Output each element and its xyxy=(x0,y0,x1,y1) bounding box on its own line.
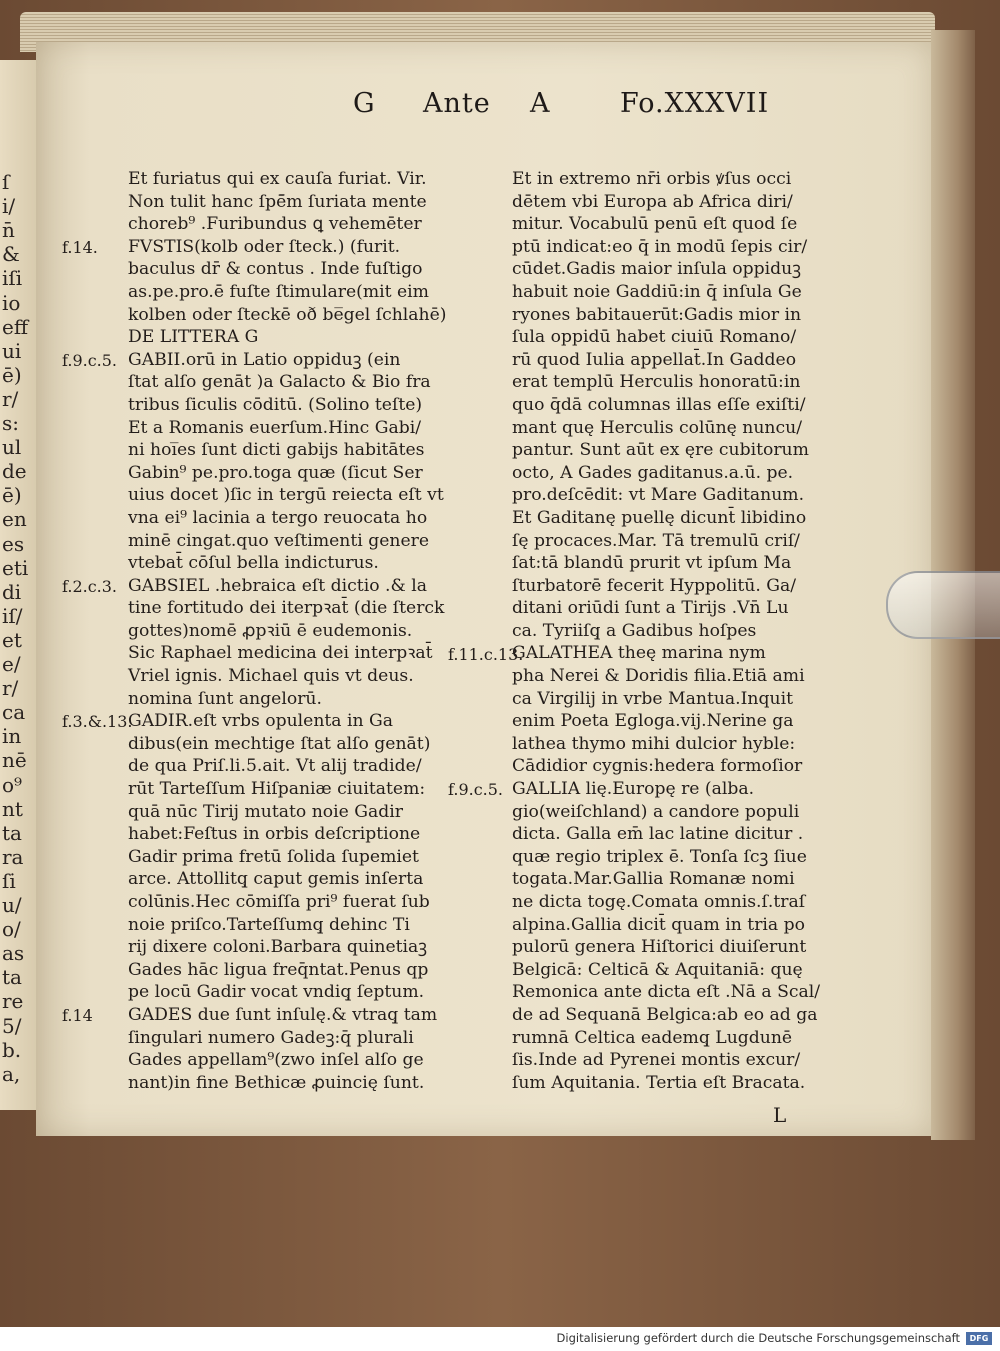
facing-page-text: o/ xyxy=(2,917,21,942)
facing-page-text: ē) xyxy=(2,362,22,387)
text-line: Sic Raphael medicina dei interpꝛat̄ xyxy=(128,643,433,664)
text-line: Gades hāc ligua freq̄ntat.Penus qp xyxy=(128,959,429,980)
text-line: rū quod Iulia appellat̄.In Gaddeo xyxy=(512,349,797,370)
footer-credit: Digitalisierung gefördert durch die Deutsche Forschungsgemeinschaft xyxy=(556,1331,960,1345)
text-line: tribus ſiculis cōditū. (Solino teſte) xyxy=(128,394,423,415)
text-line: pe locū Gadir vocat vndiq̧ ſeptum. xyxy=(128,982,425,1003)
text-line: ſis.Inde ad Pyrenei montis excur/ xyxy=(512,1050,801,1071)
footer-bar xyxy=(0,1327,1000,1351)
margin-note: f.14. xyxy=(62,237,98,257)
margin-note: f.9.c.5. xyxy=(62,350,118,370)
right-text-column xyxy=(512,168,820,1094)
text-line: GABII.orū in Latio oppiduꝫ (ein xyxy=(128,349,401,370)
facing-page-fragment xyxy=(0,60,36,1110)
text-line: Et Gaditanę puellę dicunt̄ libidino xyxy=(512,507,807,528)
text-line: de ad Sequanā Belgica:ab eo ad ga xyxy=(512,1004,818,1025)
text-line: baculus dr̄ & contus . Inde fuſtigo xyxy=(128,259,423,280)
text-line: Belgicā: Celticā & Aquitaniā: quę xyxy=(512,959,803,980)
text-line: GADIR.eſt vrbs opulenta in Ga xyxy=(128,711,394,732)
margin-note: f.9.c.5. xyxy=(448,780,504,800)
facing-page-text: di xyxy=(2,579,22,604)
facing-page-text: & xyxy=(2,242,20,267)
text-line: ſingulari numero Gadeꝫ:q̄ plurali xyxy=(128,1027,414,1048)
text-line: Gabin⁹ pe.pro.toga quæ (ſicut Ser xyxy=(128,462,423,483)
text-line: nomina ſunt angelorū. xyxy=(128,688,322,709)
text-line: quā nūc Tirij mutato noie Gadir xyxy=(128,801,403,822)
text-line: ca Virgilij in vrbe Mantua.Inquit xyxy=(512,688,793,709)
text-line: as.pe.pro.ē fuſte ſtimulare(mit eim xyxy=(128,281,429,302)
facing-page-text: r/ xyxy=(2,386,19,411)
text-line: Cādidior cygnis:hedera formoſior xyxy=(512,756,803,777)
text-line: quo q̄dā columnas illas eſſe exiſti/ xyxy=(512,394,806,415)
facing-page-text: es xyxy=(2,531,25,556)
text-line: GADES due ſunt inſulę.& vtraq̧ tam xyxy=(128,1004,438,1025)
facing-page-text: en xyxy=(2,507,27,532)
text-line: GALATHEA theę marina nym xyxy=(512,643,766,664)
text-line: GABSIEL .hebraica eſt dictio .& la xyxy=(128,575,427,596)
text-line: arce. Attollitq̧ caput gemis inſerta xyxy=(128,869,424,890)
facing-page-text: iſ/ xyxy=(2,603,23,628)
text-line: nant)in fine Bethicæ ꝓuincię ſunt. xyxy=(128,1072,425,1093)
text-line: uius docet )ſic in tergū reiecta eſt vt xyxy=(128,485,444,506)
text-line: choreb⁹ .Furibundus ꝗ vehemēter xyxy=(128,214,422,235)
text-line: colūnis.Hec cōmiſſa pri⁹ fuerat ſub xyxy=(128,892,430,912)
header-word: Ante xyxy=(423,88,491,119)
facing-page-text: ul xyxy=(2,435,22,460)
left-text-column xyxy=(128,168,447,1094)
facing-page-text: re xyxy=(2,989,24,1014)
text-line: pantur. Sunt aūt ex ęre cubitorum xyxy=(512,440,809,461)
facing-page-text: u/ xyxy=(2,893,22,917)
text-line: mant quę Herculis colūnę nuncu/ xyxy=(512,417,802,438)
header-letter-left: G xyxy=(353,88,376,119)
text-line: FVSTIS(kolb oder ſteck.) (furit. xyxy=(128,236,401,257)
margin-note: f.14 xyxy=(62,1006,93,1026)
text-line: kolben oder ſteckē oð be̅gel ſchlahē) xyxy=(128,304,447,325)
facing-page-text: io xyxy=(2,290,21,315)
text-line: ſę procaces.Mar. Tā tremulū criſ/ xyxy=(512,530,800,551)
facing-page-text: ta xyxy=(2,965,22,990)
facing-page-text: ē) xyxy=(2,483,22,508)
dfg-logo: DFG xyxy=(966,1332,992,1345)
text-line: ſturbatorē fecerit Hyppolitū. Ga/ xyxy=(512,575,797,596)
facing-page-text: i/ xyxy=(2,194,16,219)
text-line: Et in extremo nr̄i orbis ꝟſus occi xyxy=(512,169,792,189)
facing-page-text: ſ xyxy=(2,170,10,194)
text-line: gio(weiſchland) a candore populi xyxy=(512,801,800,822)
margin-note: f.3.&.13. xyxy=(62,712,133,732)
catchword: L xyxy=(773,1103,787,1127)
facing-page-text: ra xyxy=(2,844,24,869)
text-line: de qua Priſ.li.5.ait. Vt alij tradide/ xyxy=(128,756,422,777)
text-line: habet:Feſtus in orbis deſcriptione xyxy=(128,824,421,845)
text-line: ſtat alſo genāt )a Galacto & Bio fra xyxy=(128,372,431,393)
text-line: ſula oppidū habet ciuiū Romano/ xyxy=(512,327,797,348)
facing-page-text: ſi xyxy=(2,868,16,893)
text-line: habuit noie Gaddiū:in q̄ inſula Ge xyxy=(512,281,802,302)
text-line: ca. Tyriiſq̧ a Gadibus hoſpes xyxy=(512,620,757,641)
text-line: alpina.Gallia dicit̄ quam in tria po xyxy=(512,914,805,935)
text-line: minē cingat.quo veſtimenti genere xyxy=(128,530,430,551)
text-line: cūdet.Gadis maior inſula oppiduꝫ xyxy=(512,259,801,280)
text-line: togata.Mar.Gallia Romanæ nomi xyxy=(512,869,795,890)
facing-page-text: de xyxy=(2,459,27,484)
text-line: DE LITTERA G xyxy=(128,327,259,348)
text-line: Et furiatus qui ex cauſa furiat. Vir. xyxy=(128,169,427,189)
text-line: noie priſco.Tarteſſumq̧ dehinc Ti xyxy=(128,914,410,935)
facing-page-text: b. xyxy=(2,1037,22,1062)
text-line: erat templū Herculis honoratū:in xyxy=(512,372,801,393)
header-letter-right: A xyxy=(530,88,551,119)
facing-page-text: eti xyxy=(2,555,29,580)
facing-page-text: s: xyxy=(2,411,20,435)
text-line: rūt Tarteſſum Hiſpaniæ ciuitatem: xyxy=(128,779,426,800)
text-line: lathea thymo mihi dulcior hyble: xyxy=(512,733,796,754)
text-line: dētem vbi Europa ab Africa diri/ xyxy=(512,191,793,212)
facing-page-text: nē xyxy=(2,748,27,773)
text-line: rumnā Celtica eademq̧ Lugdunē xyxy=(512,1027,793,1048)
facing-page-text: 5/ xyxy=(2,1013,22,1038)
text-line: quæ regio triplex ē. Tonſa ſcꝫ ſiue xyxy=(512,846,807,867)
facing-page-text: a, xyxy=(2,1061,21,1086)
text-line: Non tulit hanc ſpē̄m ſuriata mente xyxy=(128,191,427,212)
facing-page-text: et xyxy=(2,627,22,652)
text-line: ſum Aquitania. Tertia eſt Bracata. xyxy=(512,1072,806,1093)
text-line: mitur. Vocabulū penū eſt quod ſe xyxy=(512,214,798,235)
text-line: vtebat̄ cōſul bella indicturus. xyxy=(128,553,379,574)
text-line: GALLIA lię.Europę re (alba. xyxy=(512,779,755,800)
facing-page-text: o⁹ xyxy=(2,772,23,797)
text-line: gottes)nomē ꝓpꝛiū ē eudemonis. xyxy=(128,620,413,641)
text-line: Vriel ignis. Michael quis vt deus. xyxy=(128,666,414,687)
text-line: ryones babitauerūt:Gadis mior in xyxy=(512,304,802,325)
text-line: rij dixere coloni.Barbara quinetiaꝫ xyxy=(128,937,428,958)
margin-note: f.11.c.13. xyxy=(448,644,524,664)
text-line: ſat:tā blandū prurit vt ipſum Ma xyxy=(512,553,792,574)
text-line: Gades appellam⁹(zwo inſel alſo ge xyxy=(128,1050,424,1071)
text-line: Gadir prima fretū ſolida ſupemiet xyxy=(128,846,419,867)
page-folio: Fo.XXXVII xyxy=(620,88,770,119)
text-line: ditani oriūdi ſunt a Tirijs .Vn̄ Lu xyxy=(512,598,789,619)
text-line: enim Poeta Egloga.vij.Nerine ga xyxy=(512,711,794,732)
facing-page-text: ca xyxy=(2,700,26,725)
facing-page-text: ta xyxy=(2,820,22,845)
facing-page-text: as xyxy=(2,941,25,966)
text-line: pha Nerei & Doridis filia.Etiā ami xyxy=(512,666,805,687)
facing-page-text: iſi xyxy=(2,266,23,291)
text-line: octo, A Gades gaditanus.a.ū. pe. xyxy=(512,462,794,483)
text-line: Et a Romanis euerſum.Hinc Gabi/ xyxy=(128,417,422,438)
facing-page-text: nt xyxy=(2,796,23,821)
facing-page-text: in xyxy=(2,724,22,749)
page-clip xyxy=(886,571,1000,639)
text-line: tine fortitudo dei iterpꝛat̄ (die ſterck xyxy=(128,598,445,619)
text-line: pulorū genera Hiſtorici diuiſerunt xyxy=(512,937,807,958)
facing-page-text: r/ xyxy=(2,676,19,701)
text-line: ptū indicat:eo q̄ in modū ſepis cir/ xyxy=(512,236,808,257)
text-line: Remonica ante dicta eſt .Nā a Scal/ xyxy=(512,982,821,1003)
text-line: ni hoi̅es ſunt dicti gabijs habitātes xyxy=(128,440,425,461)
text-line: pro.deſcēdit: vt Mare Gaditanum. xyxy=(512,485,805,506)
facing-page-text: ui xyxy=(2,338,22,363)
facing-page-text: eff xyxy=(2,314,29,339)
facing-page-text: n̄ xyxy=(2,218,15,243)
text-line: dicta. Galla em̄ lac latine dicitur . xyxy=(512,824,804,845)
facing-page-text: e/ xyxy=(2,652,21,676)
text-line: vna ei⁹ lacinia a tergo reuocata ho xyxy=(128,507,428,528)
text-line: ne dicta togę.Comata omnis.ſ.traſ xyxy=(512,892,806,912)
text-line: dibus(ein mechtige ſtat alſo genāt) xyxy=(128,733,431,754)
margin-note: f.2.c.3. xyxy=(62,576,118,596)
